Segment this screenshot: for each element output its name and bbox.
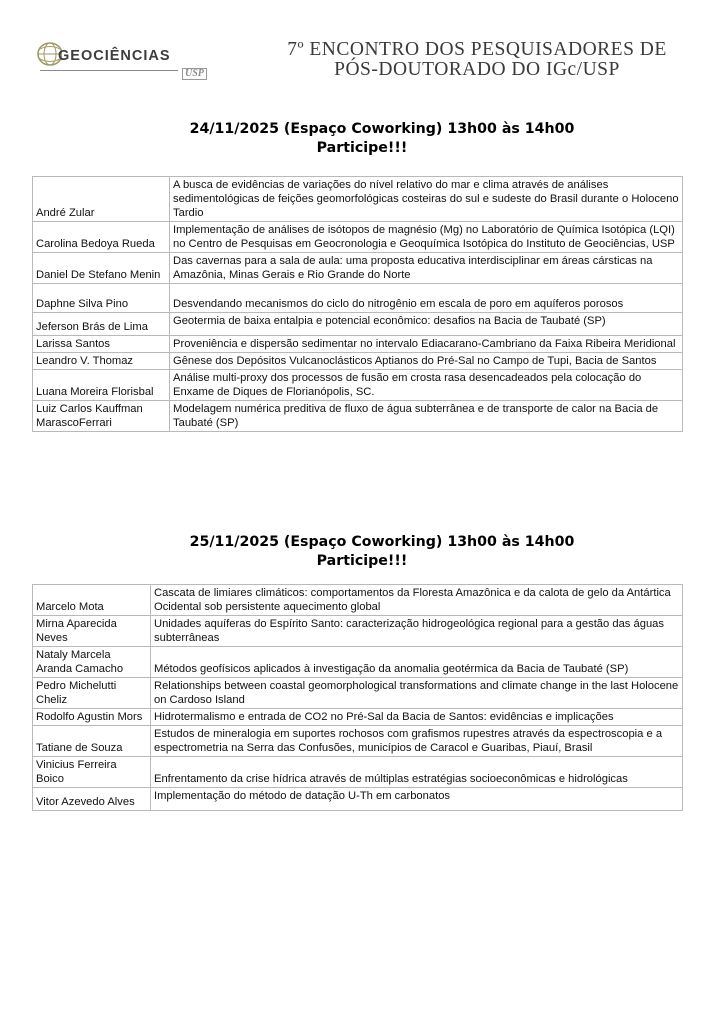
speaker-name: Vinicius Ferreira Boico [33, 757, 151, 788]
session-cta: Participe!!! [316, 553, 408, 569]
speaker-name: Mirna Aparecida Neves [33, 616, 151, 647]
table-row [33, 647, 683, 678]
table-row [33, 284, 683, 313]
talk-title: Desvendando mecanismos do ciclo do nitrogênio em escala de poro em aquíferos porosos [170, 284, 683, 313]
speaker-name: Rodolfo Agustin Mors [33, 709, 151, 726]
talk-title: Estudos de mineralogia em suportes rochosos com grafismos rupestres através da espectroscopia e a espectrometria na Serra das Confusões, municípios de Caracol e Guaribas, Piauí, Brasil [151, 726, 683, 757]
table-row [33, 709, 683, 726]
speaker-name: Leandro V. Thomaz [33, 353, 170, 370]
speaker-name: Daniel De Stefano Menin [33, 253, 170, 284]
speaker-name: Jeferson Brás de Lima [33, 313, 170, 336]
table-row [33, 616, 683, 647]
speaker-name: Tatiane de Souza [33, 726, 151, 757]
session-date-line: 24/11/2025 (Espaço Coworking) 13h00 às 14h00 [189, 121, 575, 137]
talk-title: Implementação do método de datação U-Th em carbonatos [151, 788, 683, 811]
talk-title: Enfrentamento da crise hídrica através de múltiplas estratégias socioeconômicas e hidrológicas [151, 757, 683, 788]
table-row [33, 370, 683, 401]
talk-title: Hidrotermalismo e entrada de CO2 no Pré-Sal da Bacia de Santos: evidências e implicações [151, 709, 683, 726]
session-cta: Participe!!! [316, 140, 408, 156]
table-row [33, 585, 683, 616]
speaker-name: Carolina Bedoya Rueda [33, 222, 170, 253]
speaker-name: Daphne Silva Pino [33, 284, 170, 313]
event-title-line-2: PÓS-DOUTORADO DO IGc/USP [334, 59, 620, 80]
talk-title: Análise multi-proxy dos processos de fusão em crosta rasa desencadeados pela colocação do Enxame de Diques de Florianópolis, SC. [170, 370, 683, 401]
logo-name: GEOCIÊNCIAS [58, 48, 171, 64]
table-row [33, 222, 683, 253]
geociencias-logo [36, 40, 226, 80]
page-header [0, 0, 724, 100]
table-row [33, 726, 683, 757]
table-row [33, 253, 683, 284]
table-row [33, 757, 683, 788]
talk-title: Cascata de limiares climáticos: comportamentos da Floresta Amazônica e da calota de gelo da Antártica Ocidental sob persistente aquecimento global [151, 585, 683, 616]
speaker-name: Marcelo Mota [33, 585, 151, 616]
logo-usp: USP [182, 68, 207, 80]
speaker-name: Larissa Santos [33, 336, 170, 353]
table-row [33, 401, 683, 432]
session-date-line: 25/11/2025 (Espaço Coworking) 13h00 às 14h00 [189, 534, 575, 550]
speaker-name: Vitor Azevedo Alves [33, 788, 151, 811]
table-row [33, 353, 683, 370]
talk-title: Métodos geofísicos aplicados à investigação da anomalia geotérmica da Bacia de Taubaté (SP) [151, 647, 683, 678]
speaker-name: Nataly Marcela Aranda Camacho [33, 647, 151, 678]
talk-title: Unidades aquíferas do Espírito Santo: caracterização hidrogeológica regional para a gestão das águas subterrâneas [151, 616, 683, 647]
table-row [33, 788, 683, 811]
speaker-name: Pedro Michelutti Cheliz [33, 678, 151, 709]
talk-title: Modelagem numérica preditiva de fluxo de água subterrânea e de transporte de calor na Bacia de Taubaté (SP) [170, 401, 683, 432]
table-row [33, 313, 683, 336]
speaker-name: André Zular [33, 177, 170, 222]
session-1-heading [0, 120, 724, 158]
table-row [33, 336, 683, 353]
event-title-line-1: 7º ENCONTRO DOS PESQUISADORES DE [287, 39, 667, 60]
speaker-name: Luana Moreira Florisbal [33, 370, 170, 401]
talk-title: Relationships between coastal geomorphological transformations and climate change in the last Holocene on Cardoso Island [151, 678, 683, 709]
talk-title: Geotermia de baixa entalpia e potencial econômico: desafios na Bacia de Taubaté (SP) [170, 313, 683, 336]
table-row [33, 177, 683, 222]
logo-divider [40, 70, 178, 71]
speaker-name: Luiz Carlos Kauffman MarascoFerrari [33, 401, 170, 432]
talk-title: Gênese dos Depósitos Vulcanoclásticos Aptianos do Pré-Sal no Campo de Tupi, Bacia de Santos [170, 353, 683, 370]
talk-title: Proveniência e dispersão sedimentar no intervalo Ediacarano-Cambriano da Faixa Ribeira Meridional [170, 336, 683, 353]
session-2-heading [0, 533, 724, 571]
talk-title: Implementação de análises de isótopos de magnésio (Mg) no Laboratório de Química Isotópica (LQI) no Centro de Pesquisas em Geocronologia e Geoquímica Isotópica do Instituto de Geociências, USP [170, 222, 683, 253]
talk-title: A busca de evidências de variações do nível relativo do mar e clima através de análises sedimentológicas de feições geomorfológicas costeiras do sul e sudeste do Brasil durante o Holoceno Tardio [170, 177, 683, 222]
table-row [33, 678, 683, 709]
session-2-table [32, 584, 683, 811]
event-title [236, 40, 718, 80]
session-1-table [32, 176, 683, 432]
talk-title: Das cavernas para a sala de aula: uma proposta educativa interdisciplinar em áreas cársticas na Amazônia, Minas Gerais e Rio Grande do Norte [170, 253, 683, 284]
